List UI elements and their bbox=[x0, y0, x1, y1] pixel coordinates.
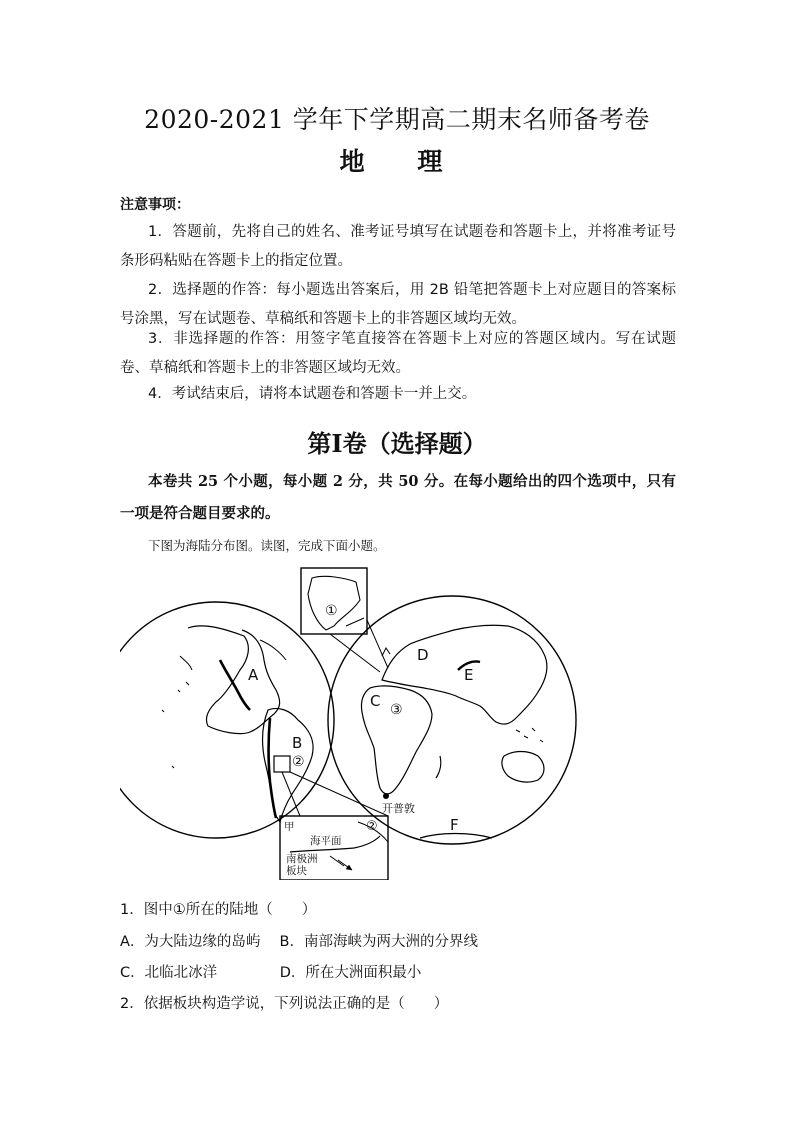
label-B: B bbox=[292, 734, 303, 752]
inset-label-jia: 甲 bbox=[284, 821, 295, 833]
label-A: A bbox=[248, 666, 259, 684]
section-description: 本卷共 25 个小题，每小题 2 分，共 50 分。在每小题给出的四个选项中，只有一项是符合题目要求的。 bbox=[120, 473, 676, 522]
question-1-options-row2: C．北临北冰洋 D．所在大洲面积最小 bbox=[120, 965, 422, 981]
label-E: E bbox=[464, 666, 474, 684]
label-C: C bbox=[370, 692, 381, 710]
inset-map-1 bbox=[301, 568, 367, 634]
note-item-3: 3．非选择题的作答：用签字笔直接答在答题卡上对应的答题区域内。写在试题卷、草稿纸和答题卡上的非答题区域均无效。 bbox=[120, 331, 676, 376]
note-item-2: 2．选择题的作答：每小题选出答案后，用 2B 铅笔把答题卡上对应题目的答案标号涂黑，写在试题卷、草稿纸和答题卡上的非答题区域均无效。 bbox=[120, 282, 676, 327]
world-map-figure bbox=[120, 560, 680, 880]
antarctica-coast bbox=[420, 834, 492, 839]
question-1-stem: 1．图中①所在的陆地（ ） bbox=[120, 902, 317, 918]
rocky-mountain-belt bbox=[220, 660, 250, 710]
inset-2-pointer-b bbox=[290, 772, 388, 816]
inset-label-sea-level: 海平面 bbox=[310, 835, 342, 847]
question-1-options-row1: A．为大陆边缘的岛屿 B．南部海峡为两大洲的分界线 bbox=[120, 934, 478, 950]
inset-1-pointer-a bbox=[330, 634, 380, 672]
inset-1-pointer-b bbox=[367, 620, 388, 668]
inset-locator-box bbox=[274, 756, 290, 772]
inset-label-antarctic-2: 板块 bbox=[286, 865, 307, 877]
exam-subject: 地 理 bbox=[339, 147, 465, 176]
iberia-marker bbox=[382, 648, 390, 656]
label-circle-1: ① bbox=[325, 603, 338, 619]
notes-heading: 注意事项： bbox=[120, 197, 190, 213]
southeast-asia-islands bbox=[516, 728, 543, 742]
label-D: D bbox=[417, 646, 429, 664]
question-2-stem: 2．依据板块构造学说，下列说法正确的是（ ） bbox=[120, 996, 449, 1012]
note-item-1: 1．答题前，先将自己的姓名、准考证号填写在试题卷和答题卡上，并将准考证号条形码粘贴在答题卡上的指定位置。 bbox=[120, 224, 676, 269]
inset-1-coast-line bbox=[346, 618, 364, 626]
inset-label-antarctic-1: 南极洲 bbox=[286, 853, 318, 865]
note-item-4: 4．考试结束后，请将本试题卷和答题卡一并上交。 bbox=[148, 386, 477, 402]
cape-town-dot bbox=[383, 793, 389, 799]
pacific-islands bbox=[162, 682, 189, 768]
label-F: F bbox=[450, 816, 459, 834]
label-cape-town: 开普敦 bbox=[382, 802, 415, 815]
western-hemisphere bbox=[120, 602, 334, 838]
andes-belt bbox=[269, 718, 277, 818]
section-title: 第Ⅰ卷（选择题） bbox=[307, 429, 487, 458]
madagascar bbox=[436, 756, 441, 778]
label-circle-3: ③ bbox=[390, 702, 403, 718]
australia-outline bbox=[502, 752, 544, 783]
label-circle-2: ② bbox=[292, 754, 305, 770]
exam-title: 2020-2021 学年下学期高二期末名师备考卷 bbox=[144, 105, 650, 134]
inset-label-circle-2: ② bbox=[366, 819, 378, 834]
world-map-svg bbox=[120, 560, 680, 880]
alaska-coast bbox=[180, 656, 192, 670]
eastern-hemisphere bbox=[328, 596, 576, 844]
map-intro: 下图为海陆分布图。读图，完成下面小题。 bbox=[148, 538, 386, 553]
